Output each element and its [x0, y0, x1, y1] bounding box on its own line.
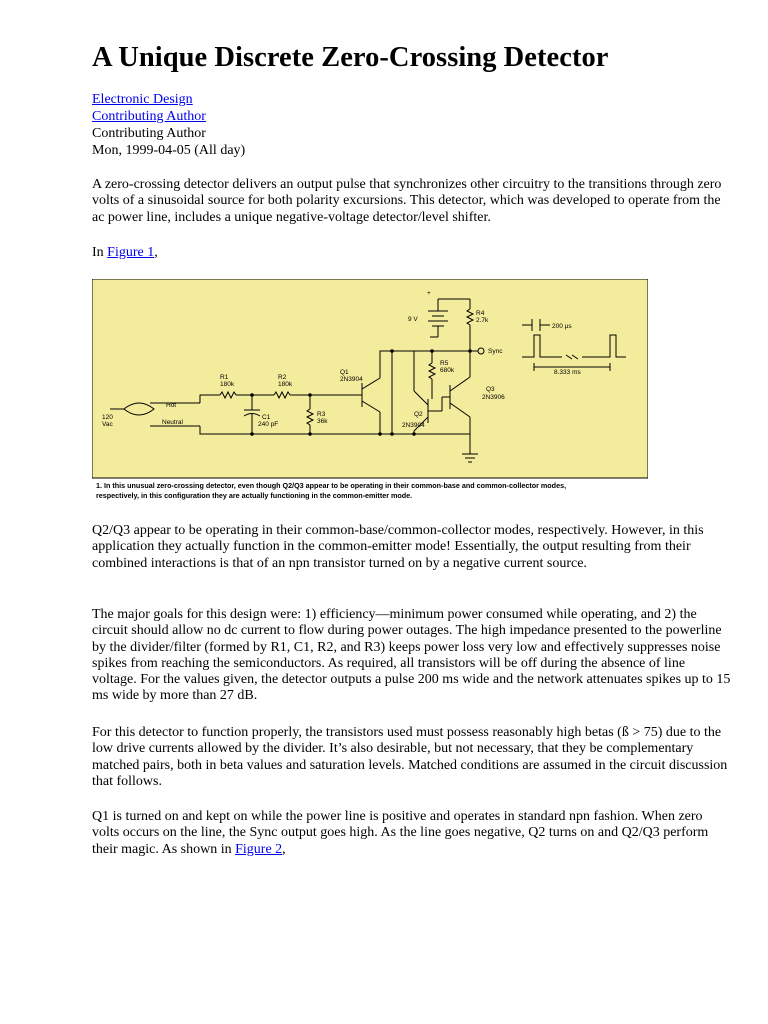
q1-type: 2N3904	[340, 376, 363, 383]
period-label: 8.333 ms	[554, 369, 581, 376]
figure1-schematic	[92, 279, 648, 504]
r1-value: 180k	[220, 381, 235, 388]
q3-type: 2N3906	[482, 394, 505, 401]
figure2-link[interactable]: Figure 2	[235, 841, 283, 857]
q2q3-paragraph: Q2/Q3 appear to be operating in their common-base/common-collector modes, respectively. However, in this application they actually function in the common-emitter mode! Essentially, the output resulting from their combined interactions is that of an npn transistor turned on by a negative current source.	[92, 523, 704, 571]
source-type-label: Vac	[102, 421, 113, 428]
figure1-link[interactable]: Figure 1	[107, 245, 155, 260]
article-meta	[92, 91, 245, 159]
page-title: A Unique Discrete Zero-Crossing Detector	[92, 42, 609, 73]
q1-paragraph	[92, 809, 732, 858]
author-link[interactable]: Contributing Author	[92, 109, 206, 124]
battery-label: 9 V	[408, 316, 418, 323]
r2-label: R2	[278, 374, 287, 381]
r3-value: 36k	[317, 418, 328, 425]
r2-value: 180k	[278, 381, 293, 388]
figure1-caption-line2: respectively, in this configuration they are actually functioning in the common-emitter mode.	[96, 491, 413, 500]
q2-label: Q2	[414, 411, 423, 418]
in-prefix: In	[92, 245, 108, 260]
source-link[interactable]: Electronic Design	[92, 92, 193, 107]
neutral-label: Neutral	[162, 419, 183, 426]
pulse-width-label: 200 µs	[552, 323, 572, 330]
c1-label: C1	[262, 414, 271, 421]
c1-value: 240 pF	[258, 421, 279, 428]
figure1-caption-line1: 1. In this unusual zero-crossing detector, even though Q2/Q3 appear to be operating in their common-base and common-collector modes,	[96, 481, 567, 490]
q1-suffix: ,	[282, 841, 286, 857]
goals-paragraph: The major goals for this design were: 1) efficiency—minimum power consumed while operating, and 2) the circuit should allow no dc current to flow during power outages. The high impedance presented to the powerline by the divider/filter (formed by R1, C1, R2, and R3) keeps power loss very low and effectively suppresses noise spikes from reaching the semiconductors. As required, all transistors will be off during the absence of line voltage. For the values given, the detector outputs a pulse 200 ms wide and the network attenuates spikes up to 15 ms wide by more than 27 dB.	[92, 607, 731, 704]
hot-label: Hot	[166, 402, 177, 409]
figure1-intro-paragraph	[92, 245, 732, 261]
r4-value: 2.7k	[476, 317, 489, 324]
q1-text: Q1 is turned on and kept on while the power line is positive and operates in standard npn fashion. When zero volts occurs on the line, the Sync output goes high. As the line goes negative, Q2 turns on and Q2/Q3 perform their magic. As shown in	[92, 809, 709, 857]
r5-label: R5	[440, 360, 449, 367]
betas-paragraph: For this detector to function properly, the transistors used must possess reasonably high betas (ß > 75) due to the low drive currents allowed by the divider. It’s also desirable, but not necessary, that they be complementary matched pairs, both in beta values and saturation levels. Matched conditions are assumed in the circuit discussion that follows.	[92, 725, 728, 789]
r4-label: R4	[476, 310, 485, 317]
publish-date: Mon, 1999-04-05 (All day)	[92, 143, 246, 158]
q1-label: Q1	[340, 369, 349, 376]
r1-label: R1	[220, 374, 229, 381]
source-voltage-label: 120	[102, 414, 113, 421]
sync-label: Sync	[488, 348, 503, 355]
author-text: Contributing Author	[92, 126, 206, 141]
battery-plus-label: +	[427, 290, 431, 297]
intro-paragraph: A zero-crossing detector delivers an output pulse that synchronizes other circuitry to the transitions through zero volts of a sinusoidal source for both polarity excursions. This detector, which was developed to operate from the ac power line, includes a unique negative-voltage detector/level shifter.	[92, 177, 722, 225]
q2-type: 2N3904	[402, 422, 425, 429]
r5-value: 680k	[440, 367, 455, 374]
figure1-background	[92, 279, 648, 478]
in-suffix: ,	[154, 245, 158, 260]
q3-label: Q3	[486, 386, 495, 393]
r3-label: R3	[317, 411, 326, 418]
